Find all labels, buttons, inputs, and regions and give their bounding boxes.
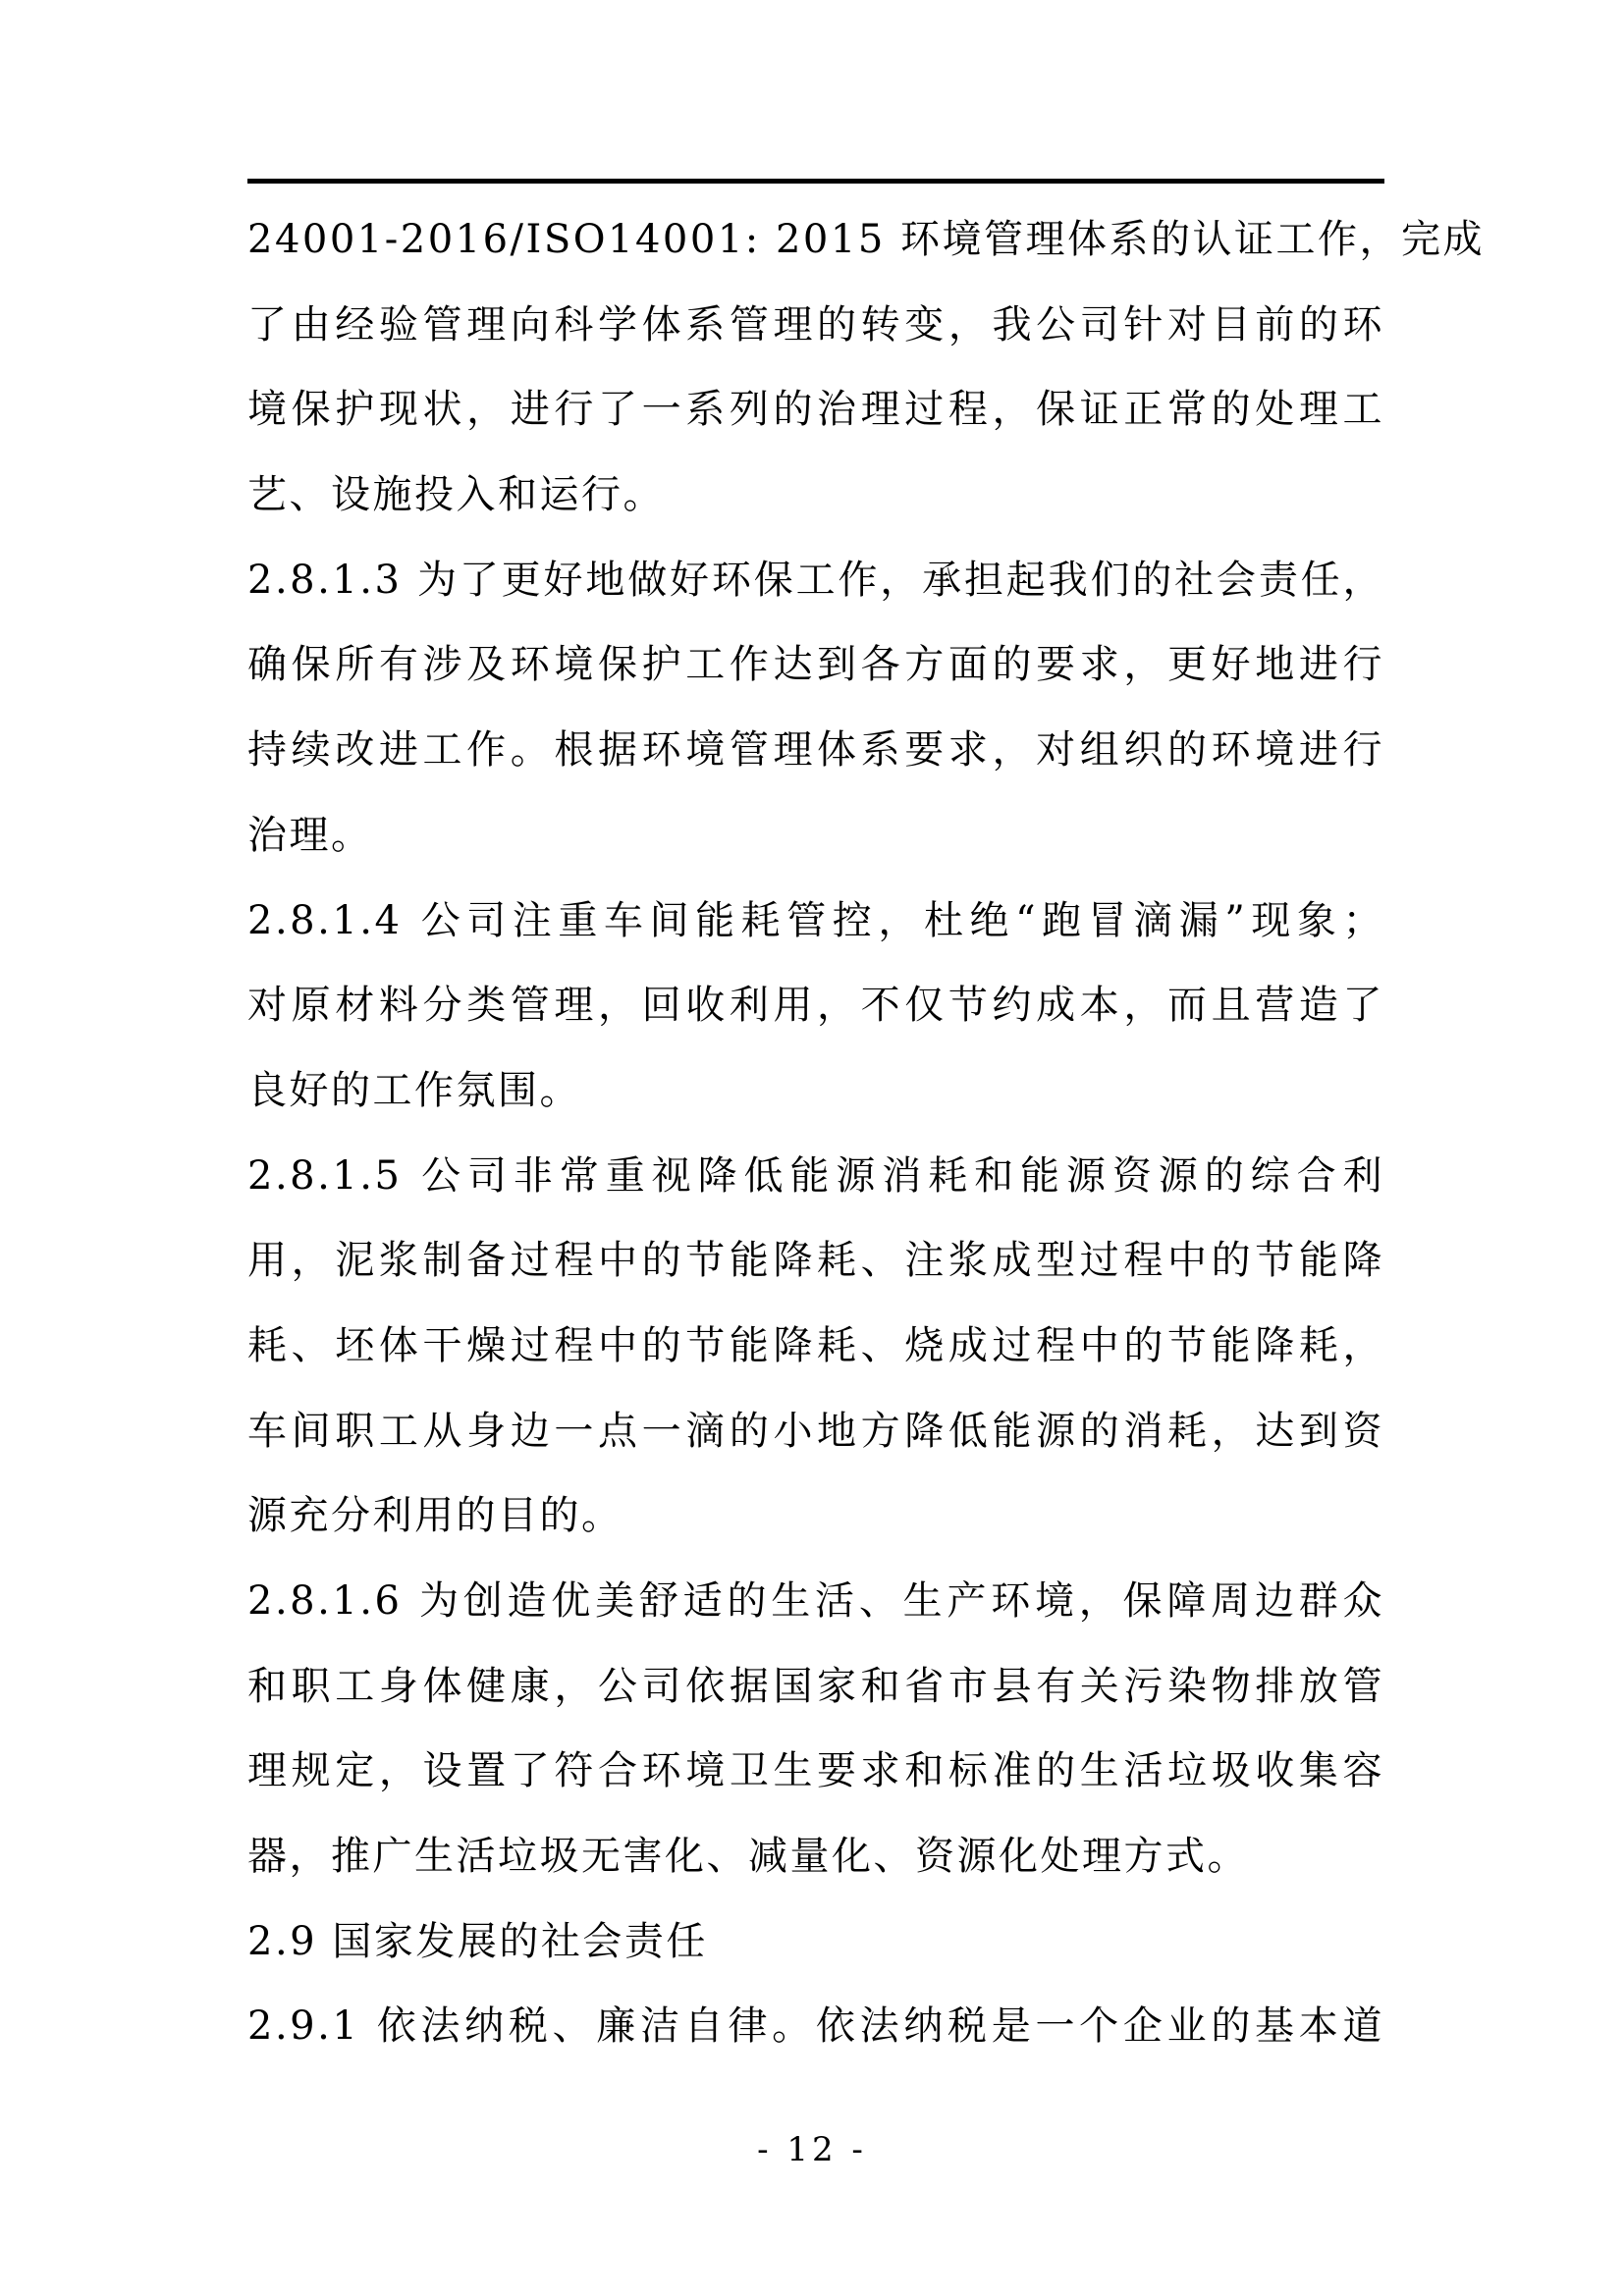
text-line: 良好的工作氛围。 <box>247 1067 581 1113</box>
text-line: 和职工身体健康，公司依据国家和省市县有关污染物排放管 <box>247 1663 1384 1709</box>
header-rule <box>247 179 1384 184</box>
text-line: 车间职工从身边一点一滴的小地方降低能源的消耗，达到资 <box>247 1408 1384 1454</box>
text-line: 2.8.1.3 为了更好地做好环保工作，承担起我们的社会责任， <box>247 557 1384 603</box>
text-line: 了由经验管理向科学体系管理的转变，我公司针对目前的环 <box>247 301 1384 347</box>
text-line: 持续改进工作。根据环境管理体系要求，对组织的环境进行 <box>247 727 1384 774</box>
text-line: 治理。 <box>247 812 373 858</box>
text-line: 境保护现状，进行了一系列的治理过程，保证正常的处理工 <box>247 387 1384 433</box>
text-line: 对原材料分类管理，回收利用，不仅节约成本，而且营造了 <box>247 983 1384 1029</box>
text-line: 2.8.1.6 为创造优美舒适的生活、生产环境，保障周边群众 <box>247 1578 1384 1624</box>
section-heading: 2.9 国家发展的社会责任 <box>247 1918 708 1964</box>
text-line: 理规定，设置了符合环境卫生要求和标准的生活垃圾收集容 <box>247 1748 1384 1794</box>
text-line: 艺、设施投入和运行。 <box>247 472 665 518</box>
text-line: 源充分利用的目的。 <box>247 1493 623 1539</box>
document-body-text <box>247 197 1485 2069</box>
text-line: 器，推广生活垃圾无害化、减量化、资源化处理方式。 <box>247 1834 1249 1880</box>
text-line: 2.9.1 依法纳税、廉洁自律。依法纳税是一个企业的基本道 <box>247 2003 1384 2050</box>
text-line: 耗、坯体干燥过程中的节能降耗、烧成过程中的节能降耗， <box>247 1322 1384 1368</box>
text-line: 24001-2016/ISO14001: 2015 环境管理体系的认证工作，完成 <box>247 217 1485 262</box>
text-line: 2.8.1.4 公司注重车间能耗管控，杜绝“跑冒滴漏”现象； <box>247 897 1384 943</box>
text-line: 2.8.1.5 公司非常重视降低能源消耗和能源资源的综合利 <box>247 1152 1384 1199</box>
text-line: 用，泥浆制备过程中的节能降耗、注浆成型过程中的节能降 <box>247 1238 1384 1284</box>
page-number: - 12 - <box>757 2130 867 2169</box>
text-line: 确保所有涉及环境保护工作达到各方面的要求，更好地进行 <box>247 642 1384 688</box>
